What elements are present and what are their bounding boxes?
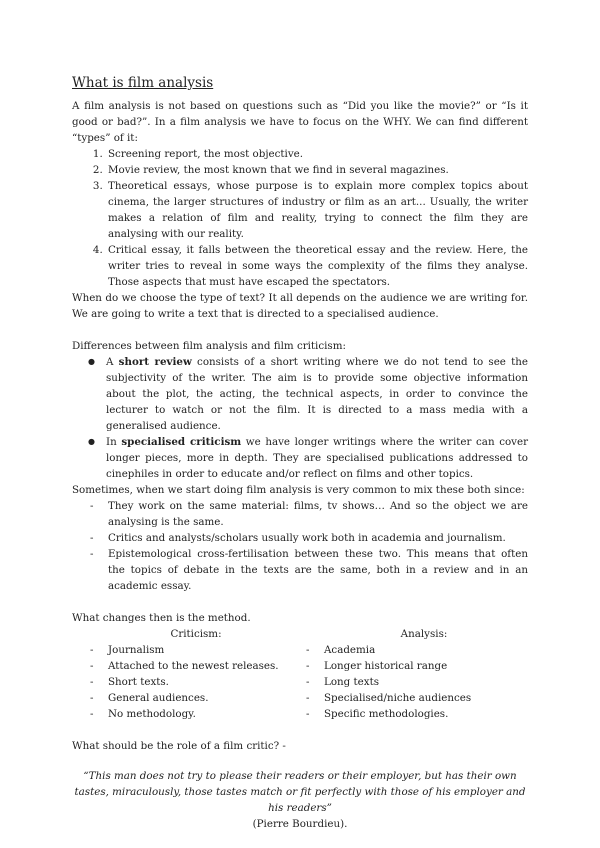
list-item: - Longer historical range [324,658,528,674]
criticism-column [72,626,300,722]
page-title: What is film analysis [72,75,214,91]
role-question: What should be the role of a film critic? - [72,740,286,752]
analysis-heading: Analysis: [400,628,448,640]
list-item: ● In specialised criticism we have longer writings where the writer can cover longer pieces, more in depth. They are specialised publications addressed to cinephiles in order to educate and/or reflect on films and other topics. [106,434,528,482]
types-list [72,146,528,290]
mix-intro: Sometimes, when we start doing film analysis is very common to mix these both since: [72,484,525,496]
list-item: - Journalism [108,642,300,658]
list-item: - Specific methodologies. [324,706,528,722]
quote-author: (Pierre Bourdieu). [252,818,348,830]
list-item: - Long texts [324,674,528,690]
list-item: - Epistemological cross-fertilisation between these two. This means that often the topics of debate in the texts are the same, both in a review and in an academic essay. [108,546,528,594]
analysis-column [300,626,528,722]
differences-list [72,354,528,482]
document-page [72,74,528,832]
list-item: ● A short review consists of a short writing where we do not tend to see the subjectivity of the writer. The aim is to provide some objective information about the plot, the acting, the technical aspects, in order to convince the lecturer to watch or not the film. It is directed to a mass media with a generalised audience. [106,354,528,434]
list-item: - Attached to the newest releases. [108,658,300,674]
list-item: - Short texts. [108,674,300,690]
comparison-columns [72,626,528,722]
criticism-heading: Criticism: [170,628,222,640]
list-item: - No methodology. [108,706,300,722]
intro-paragraph: A film analysis is not based on questions such as “Did you like the movie?” or “Is it good or bad?”. In a film analysis we have to focus on the WHY. We can find different “types” of it: [72,100,528,144]
term-short-review: short review [118,356,192,368]
list-item: 3. Theoretical essays, whose purpose is to explain more complex topics about cinema, the larger structures of industry or film as an art... Usually, the writer makes a relation of film and reality, trying to connect the film they are analysing with our reality. [106,178,528,242]
method-intro: What changes then is the method. [72,612,251,624]
list-item: - General audiences. [108,690,300,706]
bourdieu-quote: “This man does not try to please their readers or their employer, but has their own tastes, miraculously, those tastes match or fit perfectly with those of his employer and his readers” [74,770,526,814]
audience-paragraph: When do we choose the type of text? It all depends on the audience we are writing for. We are going to write a text that is directed to a specialised audience. [72,292,528,320]
list-item: - Critics and analysts/scholars usually work both in academia and journalism. [108,530,528,546]
list-item: 4. Critical essay, it falls between the theoretical essay and the review. Here, the writer tries to reveal in some ways the complexity of the films they analyse. Those aspects that must have escaped the spectators. [106,242,528,290]
mix-reasons-list [72,498,528,594]
list-item: - Academia [324,642,528,658]
list-item: 1. Screening report, the most objective. [106,146,528,162]
list-item: - Specialised/niche audiences [324,690,528,706]
term-specialised-criticism: specialised criticism [121,436,242,448]
list-item: - They work on the same material: films, tv shows… And so the object we are analysing is the same. [108,498,528,530]
differences-heading: Differences between film analysis and film criticism: [72,340,346,352]
list-item: 2. Movie review, the most known that we find in several magazines. [106,162,528,178]
